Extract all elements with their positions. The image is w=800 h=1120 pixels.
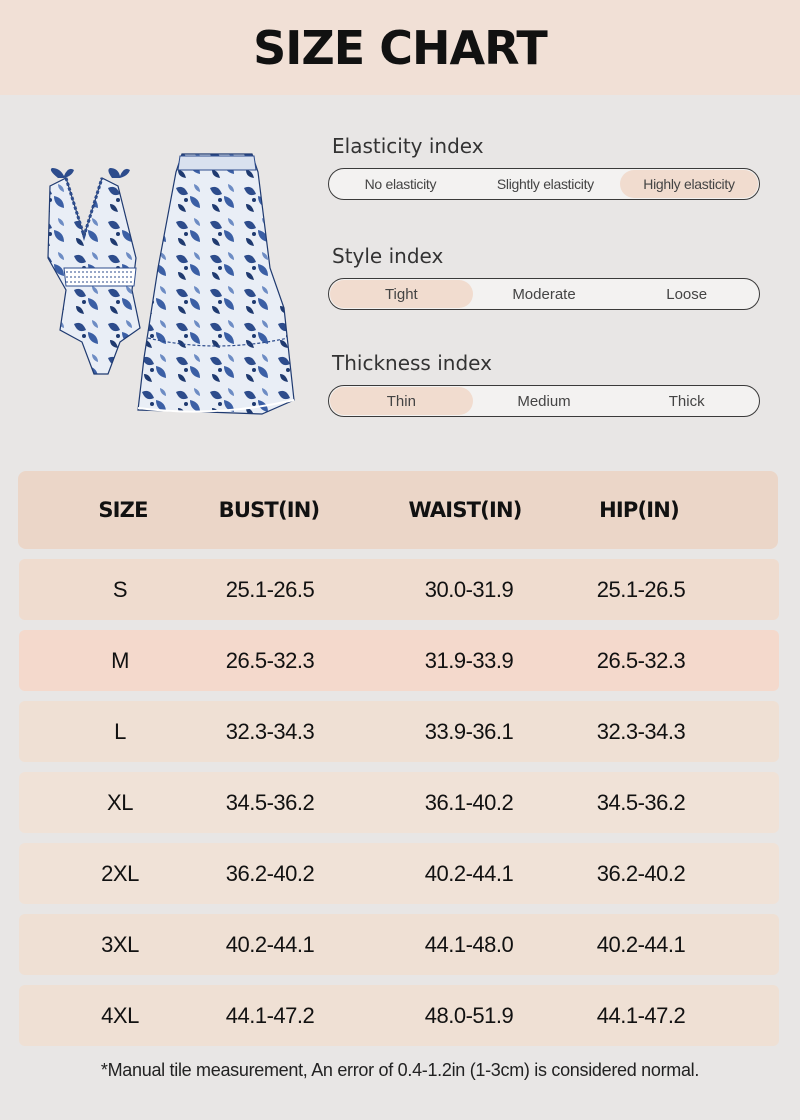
hip-cell: 34.5-36.2 [596, 789, 686, 815]
waist-cell: 44.1-48.0 [424, 931, 514, 957]
maxi-skirt-icon [138, 154, 294, 414]
table-row [19, 985, 779, 1046]
table-row [19, 914, 779, 975]
size-cell: 4XL [101, 1002, 139, 1028]
size-cell: M [111, 647, 129, 673]
style-index [328, 242, 762, 310]
elasticity-scale [328, 168, 760, 200]
waist-cell: 33.9-36.1 [424, 718, 514, 744]
hip-cell: 44.1-47.2 [596, 1002, 686, 1028]
table-row [19, 772, 779, 833]
bust-cell: 25.1-26.5 [225, 576, 315, 602]
bust-cell: 32.3-34.3 [225, 718, 315, 744]
hip-cell: 25.1-26.5 [596, 576, 686, 602]
thickness-scale [328, 385, 760, 417]
bust-cell: 26.5-32.3 [225, 647, 315, 673]
table-row [19, 630, 779, 691]
bust-cell: 44.1-47.2 [225, 1002, 315, 1028]
size-cell: S [112, 576, 128, 602]
header-hip: HIP(IN) [599, 498, 679, 522]
product-image [36, 148, 306, 420]
bust-cell: 34.5-36.2 [225, 789, 315, 815]
style-index-title: Style index [332, 244, 444, 268]
style-scale [328, 278, 760, 310]
table-row [19, 843, 779, 904]
thickness-option-thin: Thin [330, 387, 473, 415]
hip-cell: 36.2-40.2 [596, 860, 686, 886]
hip-cell: 26.5-32.3 [596, 647, 686, 673]
swimsuit-icon [48, 168, 140, 374]
measurement-note: *Manual tile measurement, An error of 0.4-1.2in (1-3cm) is considered normal. [100, 1060, 700, 1080]
hip-cell: 40.2-44.1 [596, 931, 686, 957]
waist-cell: 36.1-40.2 [424, 789, 514, 815]
elasticity-index [328, 132, 762, 200]
thickness-option-thick: Thick [668, 392, 705, 410]
header-size: SIZE [98, 498, 148, 522]
table-row [19, 559, 779, 620]
size-cell: L [114, 718, 126, 744]
hip-cell: 32.3-34.3 [596, 718, 686, 744]
waist-cell: 40.2-44.1 [424, 860, 514, 886]
size-cell: XL [107, 789, 133, 815]
size-cell: 2XL [101, 860, 139, 886]
bust-cell: 36.2-40.2 [225, 860, 315, 886]
elasticity-option-slight: Slightly elasticity [496, 176, 594, 192]
size-table-header [18, 471, 778, 549]
header-bust: BUST(IN) [218, 498, 320, 522]
waist-cell: 31.9-33.9 [424, 647, 514, 673]
style-option-moderate: Moderate [512, 285, 576, 303]
table-row [19, 701, 779, 762]
waist-cell: 48.0-51.9 [424, 1002, 514, 1028]
bust-cell: 40.2-44.1 [225, 931, 315, 957]
elasticity-option-none: No elasticity [364, 176, 437, 192]
page-title: SIZE CHART [253, 20, 547, 75]
elasticity-option-high: Highly elasticity [620, 170, 758, 198]
thickness-index [328, 349, 762, 417]
style-option-tight: Tight [330, 280, 473, 308]
size-cell: 3XL [101, 931, 139, 957]
thickness-index-title: Thickness index [332, 351, 492, 375]
elasticity-index-title: Elasticity index [332, 134, 484, 158]
header-banner [0, 0, 800, 95]
thickness-option-medium: Medium [517, 392, 571, 410]
header-waist: WAIST(IN) [408, 498, 522, 522]
style-option-loose: Loose [666, 285, 708, 303]
waist-cell: 30.0-31.9 [424, 576, 514, 602]
